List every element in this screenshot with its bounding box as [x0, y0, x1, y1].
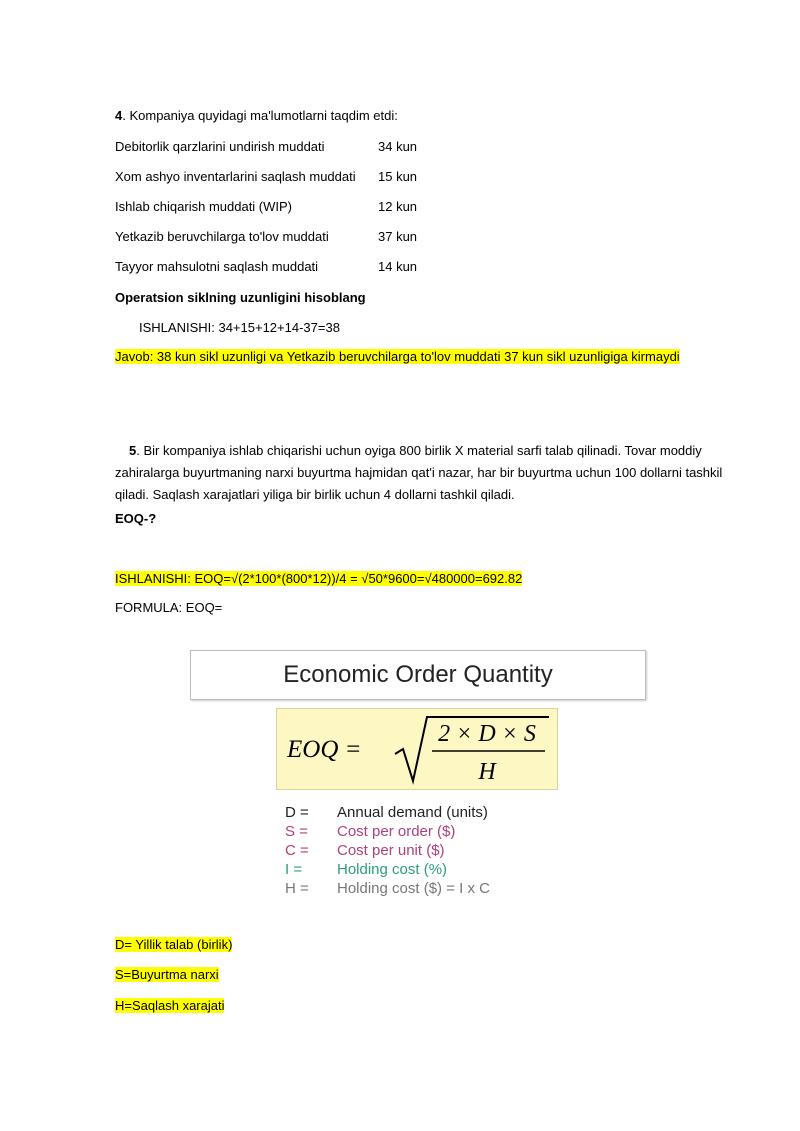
legend-row-i	[285, 861, 447, 878]
problem5-question: EOQ-?	[115, 511, 157, 526]
legend-text: Cost per order ($)	[337, 823, 456, 840]
row-value-wip: 12 kun	[378, 199, 418, 214]
formula-label: FORMULA: EOQ=	[115, 600, 223, 615]
definition-text: H=Saqlash xarajati	[115, 998, 225, 1013]
eoq-formula-box	[276, 708, 558, 790]
problem5-body: . Bir kompaniya ishlab chiqarishi uchun oyiga 800 birlik X material sarfi talab qilinadi. Tovar moddiy zahiralarga buyurtmaning narxi buyurtma hajmidan qat'i nazar, har bir buyurtma uchun 100 dollarni tashkil qiladi. Saqlash xarajatlari yiliga bir birlik uchun 4 dollarni tashkil qiladi.	[115, 443, 723, 502]
row-label-finished-goods: Tayyor mahsulotni saqlash muddati	[115, 259, 319, 274]
legend-symbol: D =	[285, 804, 309, 821]
definition-text: S=Buyurtma narxi	[115, 967, 219, 982]
row-label-wip: Ishlab chiqarish muddati (WIP)	[115, 199, 293, 214]
solution-text: ISHLANISHI: EOQ=√(2*100*(800*12))/4 = √50*9600=√480000=692.82	[115, 571, 523, 586]
row-label-payables: Yetkazib beruvchilarga to'lov muddati	[115, 229, 329, 244]
formula-numerator: 2 × D × S	[438, 721, 536, 747]
row-value-finished-goods: 14 kun	[378, 259, 418, 274]
problem-number: 5	[129, 443, 137, 458]
problem4-task: Operatsion siklning uzunligini hisoblang	[115, 290, 366, 305]
definition-s	[115, 967, 219, 982]
legend-text: Annual demand (units)	[337, 804, 488, 821]
legend-text: Holding cost ($) = I x C	[337, 880, 490, 897]
row-label-raw-materials: Xom ashyo inventarlarini saqlash muddati	[115, 169, 356, 184]
legend-row-s	[285, 823, 455, 840]
problem4-solution: ISHLANISHI: 34+15+12+14-37=38	[139, 320, 340, 335]
problem5-solution	[115, 571, 522, 586]
eoq-figure-title: Economic Order Quantity	[283, 661, 553, 688]
eoq-figure-title-box	[190, 650, 646, 700]
problem-number: 4	[115, 108, 123, 123]
formula-lhs: EOQ =	[287, 736, 362, 763]
row-label-receivables: Debitorlik qarzlarini undirish muddati	[115, 139, 325, 154]
problem5-text	[115, 440, 735, 506]
legend-symbol: S =	[285, 823, 308, 840]
legend-symbol: C =	[285, 842, 309, 859]
legend-text: Cost per unit ($)	[337, 842, 445, 859]
eoq-formula	[277, 709, 557, 789]
row-value-receivables: 34 kun	[378, 139, 418, 154]
problem4-intro: . Kompaniya quyidagi ma'lumotlarni taqdim etdi:	[122, 108, 398, 123]
legend-symbol: I =	[285, 861, 303, 878]
definition-h	[115, 998, 224, 1013]
problem4-answer	[115, 349, 680, 364]
definition-d	[115, 937, 232, 952]
legend-text: Holding cost (%)	[337, 861, 448, 878]
answer-text: Javob: 38 kun sikl uzunligi va Yetkazib beruvchilarga to'lov muddati 37 kun sikl uzunligiga kirmaydi	[115, 349, 680, 364]
row-value-payables: 37 kun	[378, 229, 418, 244]
definition-text: D= Yillik talab (birlik)	[115, 937, 233, 952]
row-value-raw-materials: 15 kun	[378, 169, 418, 184]
legend-symbol: H =	[285, 880, 309, 897]
legend-row-c	[285, 842, 445, 859]
problem4-heading	[115, 108, 398, 123]
legend-row-h	[285, 880, 490, 897]
formula-denominator: H	[478, 759, 496, 785]
legend-row-d	[285, 804, 488, 821]
